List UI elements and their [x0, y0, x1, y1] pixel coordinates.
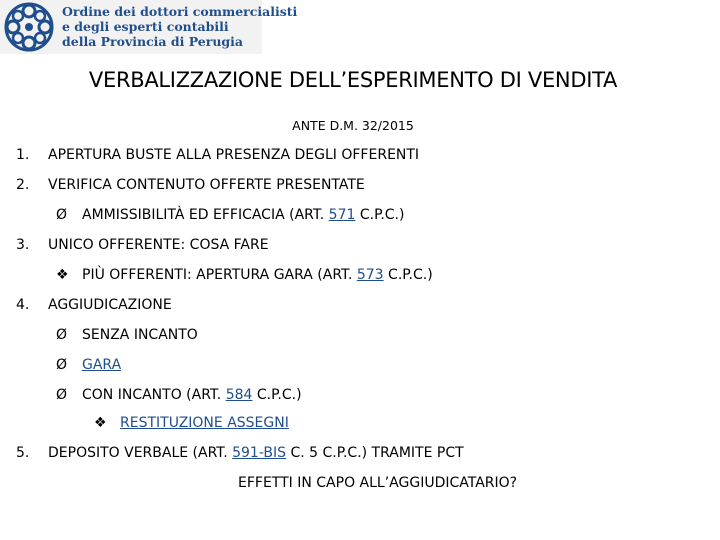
logo-line: e degli esperti contabili	[62, 19, 229, 34]
logo-line: Ordine dei dottori commercialisti	[62, 4, 298, 19]
arrow-bullet-icon: Ø	[56, 207, 68, 223]
spiral-emblem-icon	[4, 2, 54, 52]
item-text: VERIFICA CONTENUTO OFFERTE PRESENTATE	[48, 177, 365, 193]
item-text: SENZA INCANTO	[82, 327, 198, 343]
restituzione-link[interactable]: RESTITUZIONE ASSEGNI	[120, 415, 289, 431]
arrow-bullet-icon: Ø	[56, 387, 68, 403]
item-text: C.P.C.)	[252, 387, 302, 403]
diamond-bullet-icon: ❖	[94, 415, 107, 431]
closing-question: EFFETTI IN CAPO ALL’AGGIUDICATARIO?	[238, 475, 518, 491]
logo-line: della Provincia di Perugia	[62, 34, 243, 49]
list-item	[16, 236, 269, 254]
list-item	[16, 296, 172, 314]
page-subtitle: ANTE D.M. 32/2015	[292, 118, 414, 133]
item-number: 5.	[16, 445, 30, 461]
item-text: PIÙ OFFERENTI: APERTURA GARA (ART.	[82, 267, 357, 283]
list-subitem	[56, 266, 433, 284]
article-link[interactable]: 571	[328, 207, 356, 223]
item-text: C.P.C.)	[383, 267, 433, 283]
article-link[interactable]: 584	[225, 387, 253, 403]
list-item	[16, 176, 365, 194]
arrow-bullet-icon: Ø	[56, 327, 68, 343]
logo-banner	[0, 0, 298, 54]
item-text: DEPOSITO VERBALE (ART.	[48, 445, 233, 461]
article-link[interactable]: 591-BIS	[232, 445, 286, 461]
article-link[interactable]: 573	[356, 267, 384, 283]
item-number: 4.	[16, 297, 30, 313]
item-text: C. 5 C.P.C.) TRAMITE PCT	[286, 445, 464, 461]
item-number: 2.	[16, 177, 30, 193]
item-text: AMMISSIBILITÀ ED EFFICACIA (ART.	[82, 207, 329, 223]
list-subitem	[56, 206, 404, 224]
list-subitem	[56, 386, 302, 404]
diamond-bullet-icon: ❖	[56, 267, 69, 283]
item-text: CON INCANTO (ART.	[82, 387, 226, 403]
list-subsubitem	[94, 414, 289, 432]
item-text: AGGIUDICAZIONE	[48, 297, 172, 313]
arrow-bullet-icon: Ø	[56, 357, 68, 373]
list-item	[16, 146, 419, 164]
list-subitem	[56, 356, 121, 374]
item-text: C.P.C.)	[355, 207, 405, 223]
item-text: APERTURA BUSTE ALLA PRESENZA DEGLI OFFERENTI	[48, 147, 420, 163]
page-title: VERBALIZZAZIONE DELL’ESPERIMENTO DI VENDITA	[88, 68, 618, 92]
gara-link[interactable]: GARA	[82, 357, 122, 373]
list-item	[16, 444, 464, 462]
item-number: 1.	[16, 147, 30, 163]
logo-text	[62, 4, 297, 49]
item-text: UNICO OFFERENTE: COSA FARE	[48, 237, 269, 253]
list-subitem	[56, 326, 198, 344]
item-number: 3.	[16, 237, 30, 253]
